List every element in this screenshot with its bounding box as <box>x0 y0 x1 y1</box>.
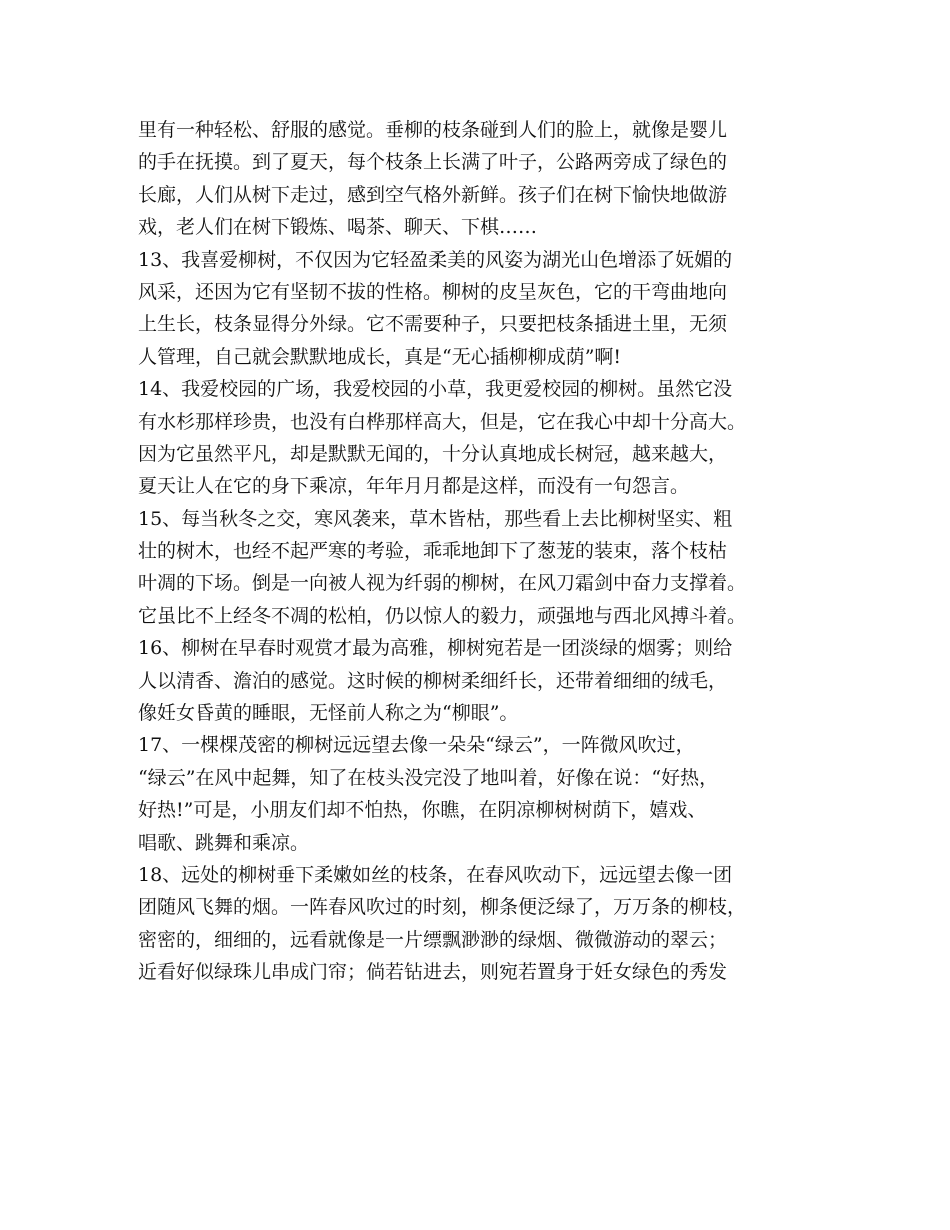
text-line: 人管理，自己就会默默地成长，真是“无心插柳柳成荫”啊! <box>138 345 622 368</box>
text-line: 13、我喜爱柳树，不仅因为它轻盈柔美的风姿为湖光山色增添了妩媚的 <box>138 248 733 271</box>
text-line: 像妊女昏黄的睡眼，无怪前人称之为“柳眼”。 <box>138 702 519 725</box>
text-line: 里有一种轻松、舒服的感觉。垂柳的枝条碰到人们的脸上，就像是婴儿 <box>138 119 728 141</box>
text-line: 风采，还因为它有坚韧不拔的性格。柳树的皮呈灰色，它的干弯曲地向 <box>138 280 728 303</box>
text-line: 14、我爱校园的广场，我爱校园的小草，我更爱校园的柳树。虽然它没 <box>138 378 733 401</box>
text-line: 壮的树木，也经不起严寒的考验，乖乖地卸下了葱茏的装束，落个枝枯 <box>138 540 728 563</box>
text-line: 17、一棵棵茂密的柳树远远望去像一朵朵“绿云”，一阵微风吹过， <box>138 734 695 757</box>
text-line: 它虽比不上经冬不凋的松柏，仍以惊人的毅力，顽强地与西北风搏斗着。 <box>138 604 747 627</box>
document-body <box>138 114 828 989</box>
text-line: 因为它虽然平凡，却是默默无闻的，十分认真地成长树冠，越来越大， <box>138 442 728 465</box>
text-line: 近看好似绿珠儿串成门帘；倘若钻进去，则宛若置身于妊女绿色的秀发 <box>138 961 728 984</box>
text-line: 团随风飞舞的烟。一阵春风吹过的时刻，柳条便泛绿了，万万条的柳枝， <box>138 896 747 919</box>
text-line: 叶凋的下场。倒是一向被人视为纤弱的柳树，在风刀霜剑中奋力支撑着。 <box>138 572 747 595</box>
text-line: 有水杉那样珍贵，也没有白桦那样高大，但是，它在我心中却十分高大。 <box>138 410 747 433</box>
text-line: 18、远处的柳树垂下柔嫩如丝的枝条，在春风吹动下，远远望去像一团 <box>138 863 733 886</box>
text-line: 人以清香、澹泊的感觉。这时候的柳树柔细纤长，还带着细细的绒毛， <box>138 669 728 692</box>
text-line: 唱歌、跳舞和乘凉。 <box>138 831 310 854</box>
text-line: 的手在抚摸。到了夏天，每个枝条上长满了叶子，公路两旁成了绿色的 <box>138 151 728 174</box>
text-line: 15、每当秋冬之交，寒风袭来，草木皆枯，那些看上去比柳树坚实、粗 <box>138 507 733 530</box>
text-line: “绿云”在风中起舞，知了在枝头没完没了地叫着，好像在说：“好热， <box>138 766 719 789</box>
text-line: 戏，老人们在树下锻炼、喝茶、聊天、下棋…… <box>138 216 538 239</box>
text-line: 夏天让人在它的身下乘凉，年年月月都是这样，而没有一句怨言。 <box>138 475 690 498</box>
text-line: 长廊，人们从树下走过，感到空气格外新鲜。孩子们在树下愉快地做游 <box>138 183 728 206</box>
text-line: 好热!”可是，小朋友们却不怕热，你瞧，在阴凉柳树树荫下，嬉戏、 <box>138 799 707 822</box>
text-line: 上生长，枝条显得分外绿。它不需要种子，只要把枝条插进土里，无须 <box>138 313 728 336</box>
text-line: 16、柳树在早春时观赏才最为高雅，柳树宛若是一团淡绿的烟雾；则给 <box>138 637 733 660</box>
text-line: 密密的，细细的，远看就像是一片缥飘渺渺的绿烟、微微游动的翠云； <box>138 928 728 951</box>
